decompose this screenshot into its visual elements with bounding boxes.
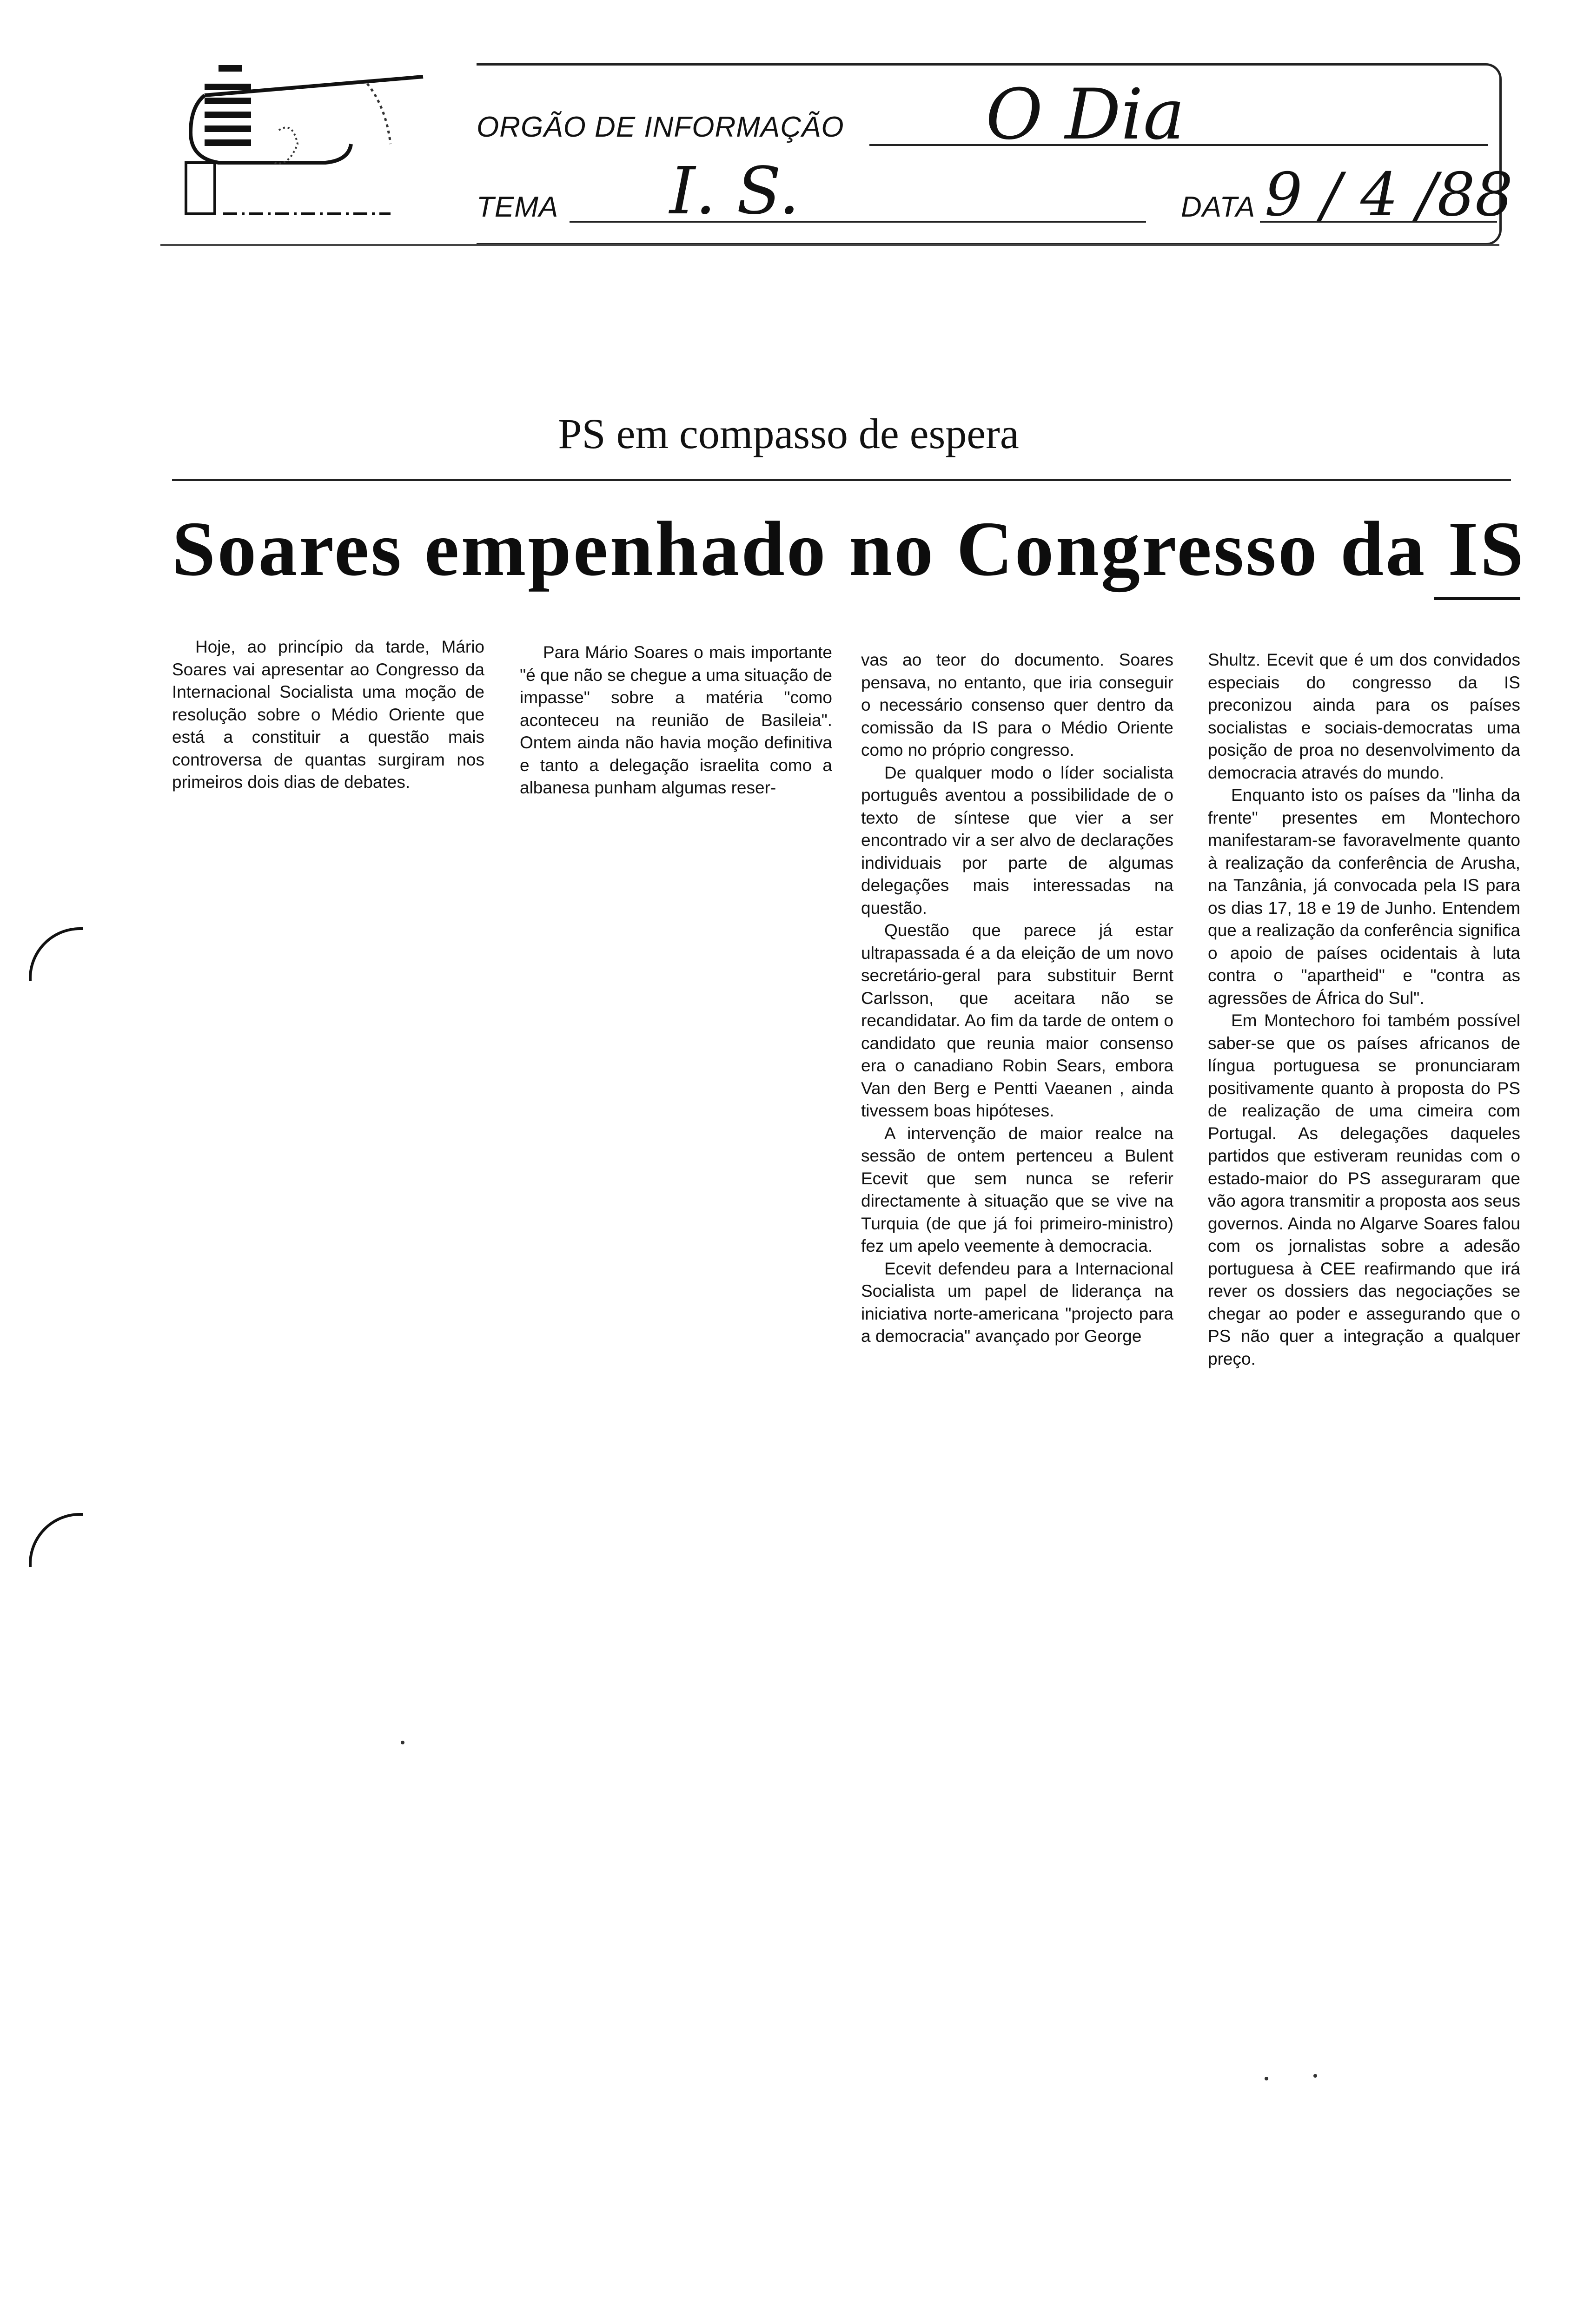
archive-logo [172,51,432,223]
data-value: 9 / 4 /88 [1265,160,1513,230]
article-column-2 [520,641,832,799]
paragraph: Shultz. Ecevit que é um dos convidados especiais do congresso da IS preconizou ainda para os países socialistas e sociais-democratas uma posição de proa no desenvolvimento da democracia através do mundo. [1208,650,1520,782]
tema-label: TEMA [477,191,559,223]
article-column-4 [1208,649,1520,1370]
headline: Soares empenhado no Congresso da IS [172,506,1526,592]
paragraph: De qualquer modo o líder socialista português aventou a possibilidade de o texto de síntese que vier a ser encontrado vir a ser alvo de declarações individuais por parte de algumas delegações mais interessadas na questão. [861,763,1173,918]
kicker-rule [172,479,1511,481]
binder-hole-mark [29,1513,83,1567]
archive-logo-graphic [172,51,432,223]
article-column-3 [861,649,1173,1348]
scan-speck [401,1741,404,1744]
paragraph: Hoje, ao princípio da tarde, Mário Soares vai apresentar ao Congresso da Internacional Socialista uma moção de resolução sobre o Médio Oriente que está a constituir a questão mais controversa de quantas surgiram nos primeiros dois dias de debates. [172,637,484,792]
paragraph: Para Mário Soares o mais importante "é que não se chegue a uma situação de impasse" sobre a matéria "como aconteceu na reunião de Basileia". Ontem ainda não havia moção definitiva e tanto a delegação israelita como a albanesa punham algumas reser- [520,643,832,797]
binder-hole-mark [29,927,83,981]
paragraph: Enquanto isto os países da "linha da frente" presentes em Montechoro manifestaram-se favoravelmente quanto à realização da conferência de Arusha, na Tanzânia, já convocada pela IS para os dias 17, 18 e 19 de Junho. Entendem que a realização da conferência significa o apoio de países ocidentais à luta contra o "apartheid" e "contra as agressões de África do Sul". [1208,786,1520,1008]
article-column-1 [172,636,484,794]
scan-speck [1313,2074,1317,2078]
headline-underline [1434,597,1520,600]
tema-value: I. S. [669,153,800,229]
paragraph: Em Montechoro foi também possível saber-se que os países africanos de língua portuguesa se pronunciaram positivamente quanto à proposta do PS de realização de uma cimeira com Portugal. As delegações daqueles partidos que estiveram reunidas com o estado-maior do PS asseguraram que vão agora transmitir a proposta aos seus governos. Ainda no Algarve Soares falou com os jornalistas sobre a adesão portuguesa à CEE reafirmando que irá rever os dossiers das negociações se chegar ao poder e assegurando que o PS não quer a integração a qualquer preço. [1208,1011,1520,1368]
orgao-label: ORGÃO DE INFORMAÇÃO [477,111,844,143]
kicker: PS em compasso de espera [558,410,1019,457]
orgao-value: O Dia [986,74,1185,155]
paragraph: Ecevit defendeu para a Internacional Socialista um papel de liderança na iniciativa norte-americana "projecto para a democracia" avançado por George [861,1259,1173,1346]
paragraph: A intervenção de maior realce na sessão de ontem pertenceu a Bulent Ecevit que sem nunca se referir directamente à situação que se vive na Turquia (de que já foi primeiro-ministro) fez um apelo veemente à democracia. [861,1123,1173,1255]
header-rule [160,244,1499,246]
data-label: DATA [1181,191,1256,223]
paragraph: Questão que parece já estar ultrapassada é a da eleição de um novo secretário-geral para substituir Bernt Carlsson, que aceitara não se recandidatar. Ao fim da tarde de ontem o candidato que reunia maior consenso era o canadiano Robin Sears, embora Van den Berg e Pentti Vaeanen , ainda tivessem boas hipóteses. [861,921,1173,1120]
tema-line [570,221,1146,223]
paragraph: vas ao teor do documento. Soares pensava, no entanto, que iria conseguir o necessário consenso quer dentro da comissão da IS para o Médio Oriente como no próprio congresso. [861,650,1173,759]
scan-speck [1265,2077,1268,2080]
